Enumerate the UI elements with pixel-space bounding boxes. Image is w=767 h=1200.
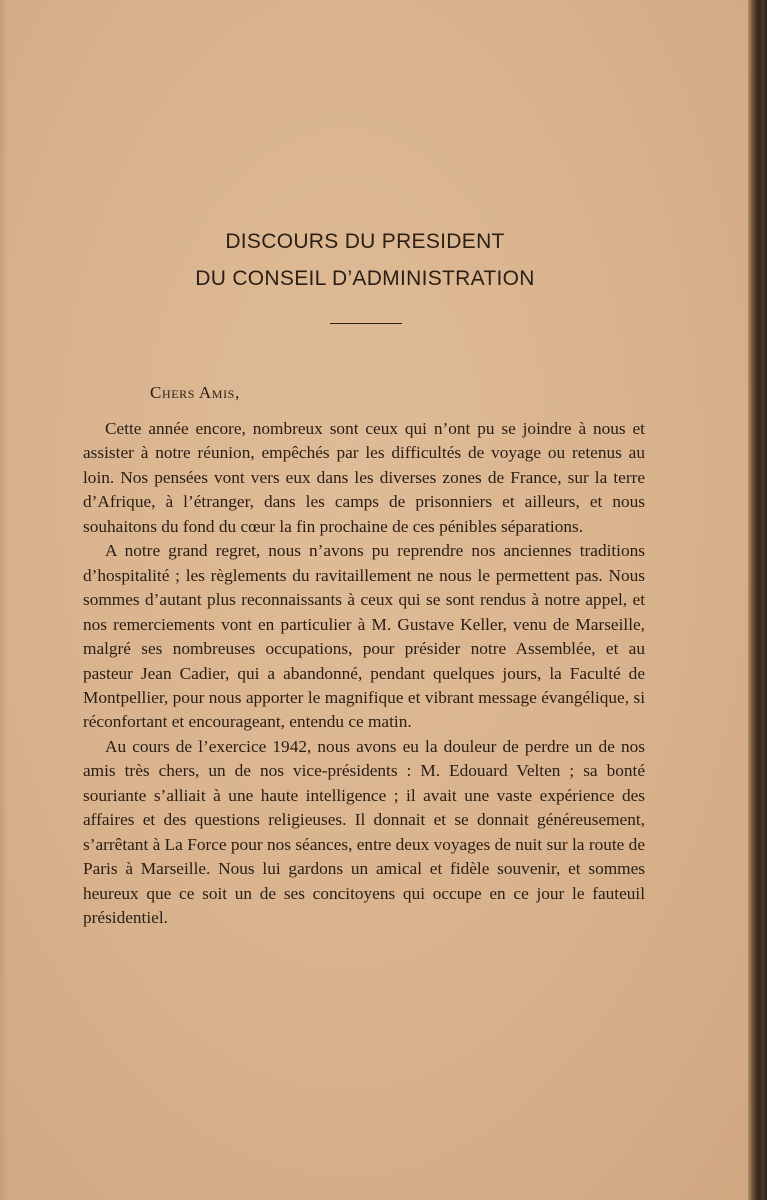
- title-divider-rule: [330, 323, 402, 324]
- speech-body: [83, 417, 645, 931]
- paragraph: Cette année encore, nombreux sont ceux qui n’ont pu se joindre à nous et assister à notre réunion, empêchés par les difficultés de voyage ou retenus au loin. Nos pensées vont vers eux dans les diverses zones de France, sur la terre d’Afrique, à l’étranger, dans les camps de prisonniers et ailleurs, et nous souhaitons du fond du cœur la fin prochaine de ces pénibles séparations.: [83, 419, 645, 536]
- paragraph: Au cours de l’exercice 1942, nous avons eu la douleur de perdre un de nos amis très chers, un de nos vice-présidents : M. Edouard Velten ; sa bonté souriante s’alliait à une haute intelligence ; il avait une vaste expérience des affaires et des questions religieuses. Il donnait et se donnait généreusement, s’arrêtant à La Force pour nos séances, entre deux voyages de nuit sur la route de Paris à Marseille. Nous lui gardons un amical et fidèle souvenir, et sommes heureux que ce soit un de ses concitoyens qui occupe en ce jour le fauteuil présidentiel.: [83, 736, 645, 928]
- page-edge-shadow: [0, 0, 8, 1200]
- paragraph: A notre grand regret, nous n’avons pu reprendre nos anciennes traditions d’hospitalité ; les règlements du ravitaillement ne nous le permettent pas. Nous sommes d’autant plus reconnaissants à ceux qui se sont rendus à notre appel, et nos remerciements vont en particulier à M. Gustave Keller, venu de Marseille, malgré ses nombreuses occupations, pour présider notre Assemblée, et au pasteur Jean Cadier, qui a abandonné, pendant quelques jours, la Faculté de Montpellier, pour nous apporter le magnifique et vibrant message évangélique, si réconfortant et encourageant, entendu ce matin.: [83, 541, 645, 732]
- salutation: Chers Amis,: [150, 383, 240, 402]
- document-title-line-1: DISCOURS DU PRESIDENT: [225, 230, 505, 253]
- document-title-line-2: DU CONSEIL D’ADMINISTRATION: [195, 267, 535, 290]
- book-binding-edge: [748, 0, 767, 1200]
